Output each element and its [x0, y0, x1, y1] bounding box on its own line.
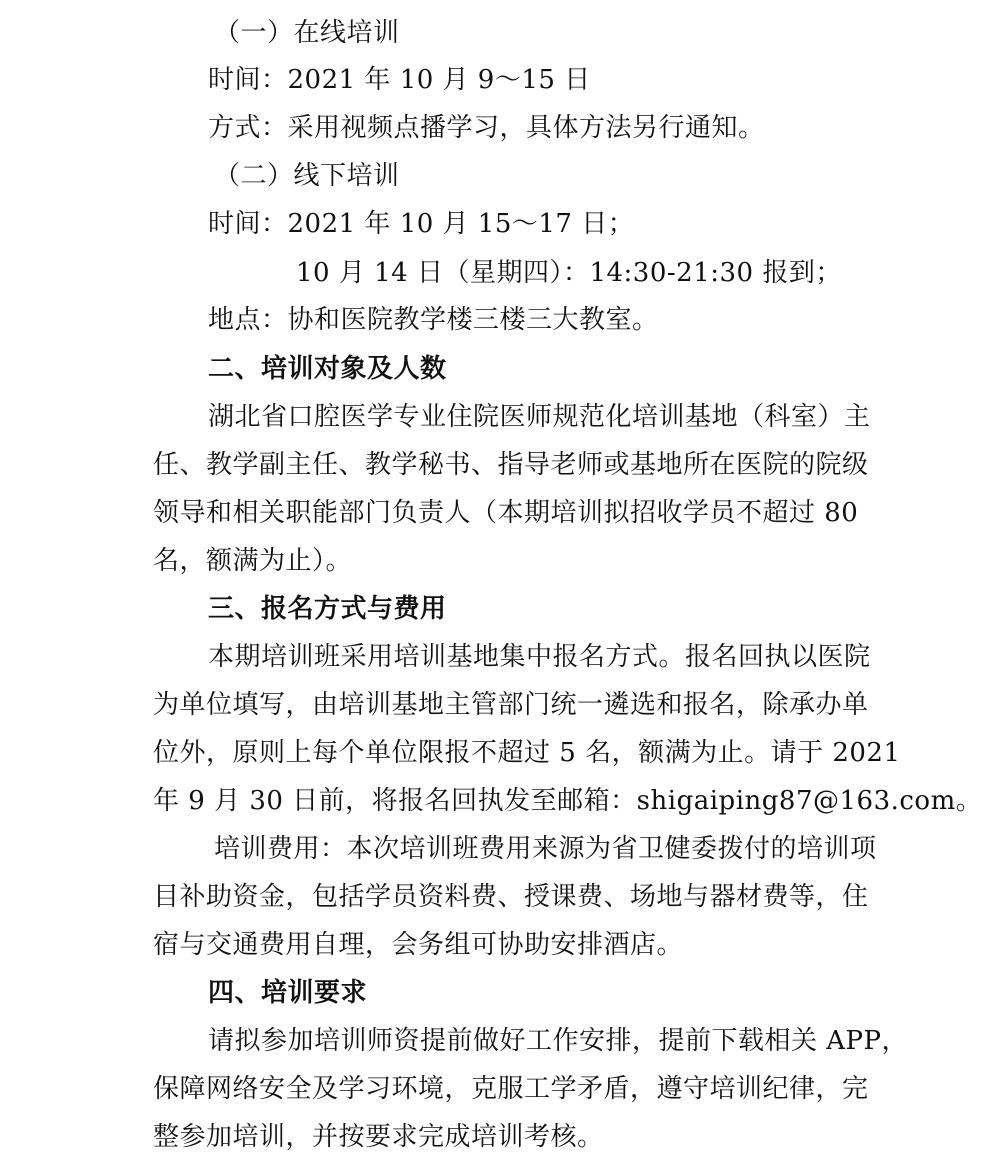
section4-line: 请拟参加培训师资提前做好工作安排，提前下载相关 APP，	[208, 1026, 909, 1056]
section2-line: 名，额满为止）。	[153, 546, 353, 576]
section2-line: 任、教学副主任、教学秘书、指导老师或基地所在医院的院级	[153, 450, 869, 480]
section4-heading: 四、培训要求	[208, 978, 368, 1008]
section4-line: 保障网络安全及学习环境，克服工学矛盾，遵守培训纪律，完	[153, 1074, 869, 1104]
online-training-heading: （一）在线培训	[214, 18, 400, 48]
section3-paragraph1-line: 本期培训班采用培训基地集中报名方式。报名回执以医院	[208, 642, 871, 672]
online-training-time: 时间：2021 年 10 月 9～15 日	[208, 65, 591, 95]
offline-training-registration: 10 月 14 日（星期四）：14:30-21:30 报到；	[296, 258, 842, 288]
section2-heading: 二、培训对象及人数	[208, 354, 447, 384]
section3-paragraph2-line: 目补助资金，包括学员资料费、授课费、场地与器材费等，住	[153, 882, 869, 912]
section3-paragraph2-line: 培训费用：本次培训班费用来源为省卫健委拨付的培训项	[214, 834, 877, 864]
section4-line: 整参加培训，并按要求完成培训考核。	[153, 1122, 604, 1152]
section3-paragraph1-line: 为单位填写，由培训基地主管部门统一遴选和报名，除承办单	[153, 690, 869, 720]
section3-paragraph2-line: 宿与交通费用自理，会务组可协助安排酒店。	[153, 930, 684, 960]
offline-training-time: 时间：2021 年 10 月 15～17 日；	[208, 209, 635, 239]
section3-heading: 三、报名方式与费用	[208, 594, 447, 624]
section2-line: 领导和相关职能部门负责人（本期培训拟招收学员不超过 80	[153, 498, 859, 528]
online-training-method: 方式：采用视频点播学习，具体方法另行通知。	[208, 113, 765, 143]
offline-training-heading: （二）线下培训	[214, 161, 400, 191]
offline-training-location: 地点：协和医院教学楼三楼三大教室。	[208, 305, 659, 335]
section3-paragraph1-line: 位外，原则上每个单位限报不超过 5 名，额满为止。请于 2021	[153, 738, 901, 768]
section2-line: 湖北省口腔医学专业住院医师规范化培训基地（科室）主	[208, 402, 871, 432]
section3-paragraph1-line: 年 9 月 30 日前，将报名回执发至邮箱：shigaiping87@163.com。	[153, 786, 983, 816]
